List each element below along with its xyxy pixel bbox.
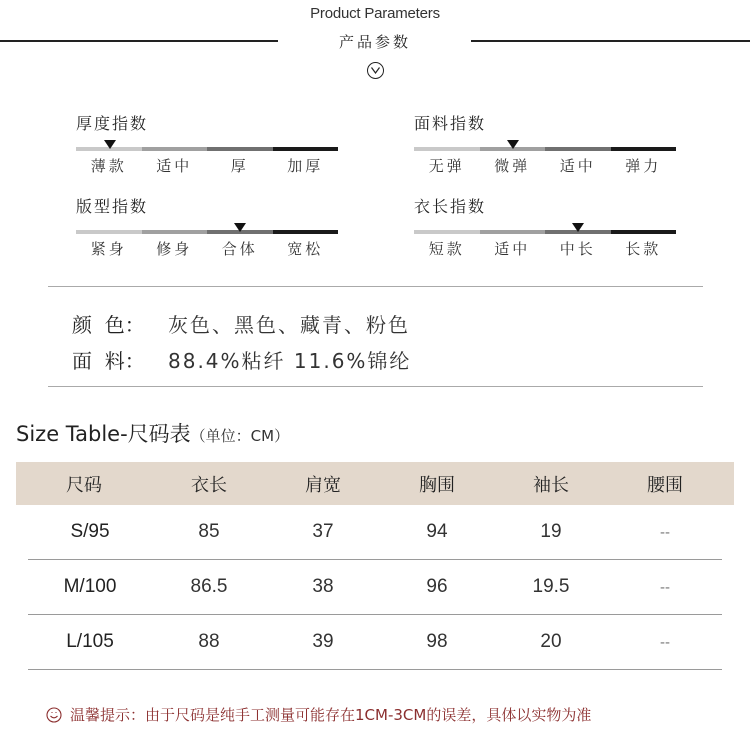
index-label: 微弹: [494, 157, 531, 175]
fabric-elasticity-index: [414, 111, 676, 176]
thickness-index: [76, 111, 338, 176]
table-cell: 37: [312, 521, 334, 542]
index-label: 薄款: [90, 157, 127, 175]
index-label: 短款: [428, 240, 465, 258]
header-divider-right: [471, 40, 750, 42]
size-table-unit: （单位：CM）: [190, 427, 290, 445]
table-cell: 86.5: [190, 576, 228, 597]
table-cell: --: [660, 578, 670, 596]
size-table: [16, 462, 734, 670]
chevron-down-circle-icon: [367, 62, 384, 79]
table-cell: --: [660, 523, 670, 541]
index-label: 适中: [559, 157, 596, 175]
index-title: 版型指数: [76, 197, 149, 216]
index-scale-bar: [414, 230, 676, 234]
size-table-title-text: Size Table-尺码表: [16, 422, 191, 446]
spec-value: 灰色、黑色、藏青、粉色: [168, 313, 410, 337]
length-index: [414, 194, 676, 259]
table-cell: 85: [198, 521, 220, 542]
index-label: 长款: [625, 240, 662, 258]
index-label: 修身: [156, 240, 193, 258]
index-label: 加厚: [287, 157, 324, 175]
column-header: 腰围: [647, 474, 683, 496]
table-cell: 98: [426, 631, 448, 652]
index-label: 适中: [494, 240, 531, 258]
measurement-note: [46, 704, 591, 725]
index-label: 中长: [559, 240, 596, 258]
table-cell: 88: [198, 631, 220, 652]
index-marker-icon: [104, 140, 116, 149]
size-table-title: [16, 418, 289, 448]
table-header: [16, 462, 734, 505]
spec-label: 颜 色：: [72, 313, 145, 337]
index-title: 面料指数: [414, 114, 487, 133]
index-scale-bar: [414, 147, 676, 151]
divider: [48, 286, 703, 287]
table-cell: 39: [312, 631, 334, 652]
index-marker-icon: [572, 223, 584, 232]
table-cell: 94: [426, 521, 448, 542]
divider: [48, 386, 703, 387]
index-label: 合体: [221, 240, 258, 258]
index-title: 衣长指数: [414, 197, 487, 216]
column-header: 肩宽: [305, 474, 341, 496]
index-label: 无弹: [428, 157, 465, 175]
column-header: 衣长: [191, 474, 227, 496]
table-cell: --: [660, 633, 670, 651]
fit-index: [76, 194, 338, 259]
table-cell: M/100: [63, 576, 117, 597]
spec-value: 88.4%粘纤 11.6%锦纶: [168, 349, 412, 373]
index-label: 紧身: [90, 240, 127, 258]
index-label: 厚: [230, 157, 249, 175]
spec-label: 面 料：: [72, 349, 145, 373]
index-label: 弹力: [625, 157, 662, 175]
table-cell: 20: [540, 631, 562, 652]
table-row: [28, 560, 722, 615]
table-cell: S/95: [70, 521, 110, 542]
spec-fabric: [72, 345, 411, 374]
index-title: 厚度指数: [76, 114, 149, 133]
column-header: 胸围: [419, 474, 455, 496]
index-scale-bar: [76, 147, 338, 151]
table-row: [28, 505, 722, 560]
index-marker-icon: [507, 140, 519, 149]
index-label: 宽松: [287, 240, 324, 258]
index-marker-icon: [234, 223, 246, 232]
table-cell: L/105: [66, 631, 114, 652]
table-cell: 96: [426, 576, 448, 597]
index-scale-bar: [76, 230, 338, 234]
table-row: [28, 615, 722, 670]
index-label: 适中: [156, 157, 193, 175]
column-header: 尺码: [66, 474, 102, 496]
column-header: 袖长: [533, 474, 569, 496]
table-cell: 19: [540, 521, 562, 542]
spec-color: [72, 309, 410, 338]
note-text: 温馨提示：由于尺码是纯手工测量可能存在1CM-3CM的误差，具体以实物为准: [70, 706, 592, 724]
section-title-cn: 产品参数: [338, 33, 411, 51]
section-title-en: Product Parameters: [310, 5, 440, 22]
table-cell: 19.5: [532, 576, 570, 597]
smile-icon: [46, 707, 62, 723]
table-cell: 38: [312, 576, 334, 597]
